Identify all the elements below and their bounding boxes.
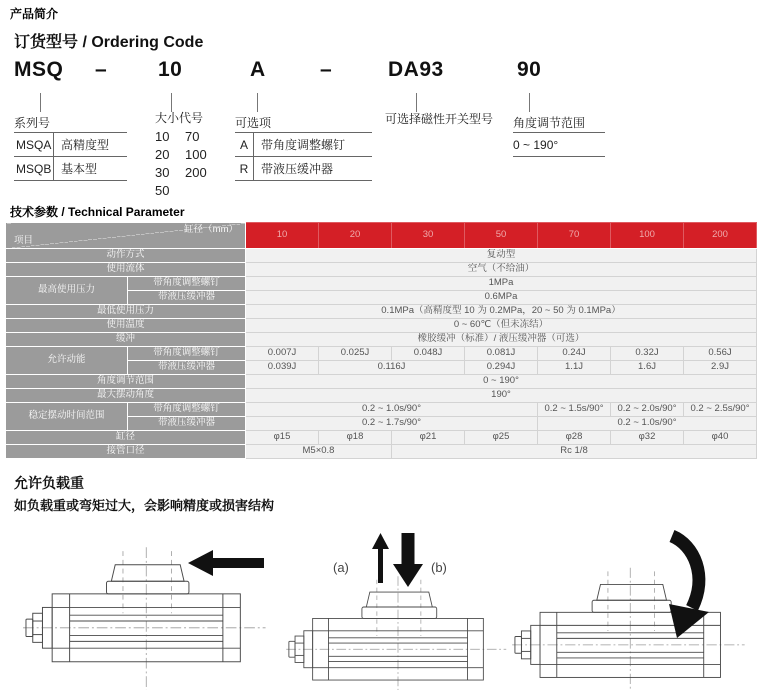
cylinder-diagram (286, 576, 506, 690)
table-cell: φ28 (538, 431, 611, 445)
code-connector-line (416, 93, 417, 112)
series-row (14, 133, 127, 157)
switch-label: 可选择磁性开关型号 (385, 112, 494, 126)
column-header-bore-100: 100 (611, 223, 684, 249)
table-cell: φ21 (392, 431, 465, 445)
section-title-ordering-code: 订货型号 / Ordering Code (14, 34, 204, 51)
column-header-bore-70: 70 (538, 223, 611, 249)
column-header-bore-20: 20 (319, 223, 392, 249)
option-code: R (235, 157, 254, 180)
code-part-angle: 90 (517, 58, 542, 81)
size-value (185, 182, 215, 200)
row-label: 缸径 (6, 431, 246, 445)
corner-label-item: 项目 (14, 234, 34, 246)
table-cell: φ40 (684, 431, 757, 445)
table-cell: 190° (246, 389, 757, 403)
code-dash-1: – (95, 58, 108, 81)
row-sub-label: 带液压缓冲器 (128, 361, 246, 375)
section-title-technical-parameter: 技术参数 / Technical Parameter (10, 205, 185, 219)
table-cell: M5×0.8 (246, 445, 392, 459)
option-row (235, 157, 372, 181)
cylinder-diagram (23, 547, 266, 690)
cylinder-diagram (512, 568, 745, 690)
size-pair (155, 128, 215, 146)
ordering-series-group (14, 116, 127, 181)
table-cell: 1.6J (611, 361, 684, 375)
table-cell: 0.2 ~ 1.0s/90° (538, 417, 757, 431)
diagram-vertical-load (285, 528, 510, 690)
table-cell: 0 ~ 60℃（但未冻结） (246, 319, 757, 333)
table-cell: 0.2 ~ 1.7s/90° (246, 417, 538, 431)
table-cell: 0.1MPa（高精度型 10 为 0.2MPa，20 ~ 50 为 0.1MPa） (246, 305, 757, 319)
row-group-label: 稳定摆动时间范围 (6, 403, 128, 431)
table-cell: 0.56J (684, 347, 757, 361)
size-pair (155, 164, 215, 182)
code-dash-2: – (320, 58, 333, 81)
table-cell: φ32 (611, 431, 684, 445)
moment-arrow-curved-icon (669, 536, 709, 638)
ordering-angle-group (513, 116, 605, 157)
row-label: 接管口径 (6, 445, 246, 459)
table-cell: 0.2 ~ 2.5s/90° (684, 403, 757, 417)
table-cell: 空气（不给油） (246, 263, 757, 277)
row-label: 动作方式 (6, 249, 246, 263)
row-sub-label: 带角度调整螺钉 (128, 347, 246, 361)
option-code: A (235, 133, 254, 156)
load-arrow-up-icon (372, 533, 389, 583)
table-row (6, 375, 757, 389)
table-row (6, 347, 757, 361)
load-arrow-down-icon (393, 533, 423, 587)
ordering-options-group (235, 116, 372, 181)
table-row (6, 263, 757, 277)
load-section-subtitle: 如负载重或弯矩过大，会影响精度或损害结构 (14, 498, 275, 513)
diagram-lateral-load (10, 545, 275, 690)
section-title-product-intro: 产品简介 (10, 7, 59, 21)
load-section-title: 允许负载重 (14, 475, 84, 491)
table-cell: 0.116J (319, 361, 465, 375)
code-connector-line (529, 93, 530, 112)
series-desc: 基本型 (61, 162, 98, 176)
table-cell: 0.081J (465, 347, 538, 361)
row-label: 角度调节范围 (6, 375, 246, 389)
table-row (6, 333, 757, 347)
code-part-switch: DA93 (388, 58, 444, 81)
column-header-bore-10: 10 (246, 223, 319, 249)
load-arrow-left-icon (188, 550, 264, 576)
size-value: 20 (155, 147, 170, 162)
code-connector-line (171, 93, 172, 112)
row-group-label: 最高使用压力 (6, 277, 128, 305)
table-cell: φ25 (465, 431, 538, 445)
table-cell: 0.6MPa (246, 291, 757, 305)
size-label: 大小代号 (155, 111, 204, 125)
angle-value: 0 ~ 190° (513, 133, 605, 157)
size-value: 10 (155, 129, 170, 144)
diagram-label-a: (a) (333, 560, 349, 575)
table-cell: 0.2 ~ 1.5s/90° (538, 403, 611, 417)
table-row (6, 319, 757, 333)
table-row (6, 445, 757, 459)
table-cell: φ18 (319, 431, 392, 445)
series-row (14, 157, 127, 181)
table-row (6, 277, 757, 291)
table-row (6, 389, 757, 403)
diagram-label-b: (b) (431, 560, 447, 575)
tech-table (5, 222, 757, 459)
row-label: 缓冲 (6, 333, 246, 347)
table-row (6, 403, 757, 417)
code-part-size: 10 (158, 58, 183, 81)
series-label: 系列号 (14, 116, 127, 133)
option-desc: 带液压缓冲器 (261, 162, 334, 176)
option-desc: 带角度调整螺钉 (261, 138, 346, 152)
table-cell: 0.2 ~ 1.0s/90° (246, 403, 538, 417)
size-value: 70 (185, 129, 200, 144)
table-row (6, 431, 757, 445)
table-cell: 橡胶缓冲（标准）/ 液压缓冲器（可选） (246, 333, 757, 347)
row-label: 最大摆动角度 (6, 389, 246, 403)
table-cell: Rc 1/8 (392, 445, 757, 459)
row-sub-label: 带角度调整螺钉 (128, 403, 246, 417)
ordering-size-group (155, 111, 215, 200)
table-cell: 1.1J (538, 361, 611, 375)
row-group-label: 允许动能 (6, 347, 128, 375)
series-code: MSQA (14, 133, 54, 156)
ordering-switch-group (385, 112, 493, 129)
table-row (6, 249, 757, 263)
code-part-option: A (250, 58, 266, 81)
table-cell: 0.048J (392, 347, 465, 361)
row-sub-label: 带液压缓冲器 (128, 291, 246, 305)
size-pair (155, 182, 215, 200)
options-label: 可选项 (235, 116, 372, 133)
table-cell: 0 ~ 190° (246, 375, 757, 389)
code-part-series: MSQ (14, 58, 64, 81)
row-label: 使用温度 (6, 319, 246, 333)
diagram-bending-moment (514, 528, 761, 690)
table-cell: 0.2 ~ 2.0s/90° (611, 403, 684, 417)
column-header-bore-50: 50 (465, 223, 538, 249)
table-cell: 复动型 (246, 249, 757, 263)
code-connector-line (40, 93, 41, 112)
table-cell: 2.9J (684, 361, 757, 375)
table-cell: 0.294J (465, 361, 538, 375)
size-value: 50 (155, 183, 170, 198)
table-cell: 0.007J (246, 347, 319, 361)
table-cell: φ15 (246, 431, 319, 445)
series-desc: 高精度型 (61, 138, 110, 152)
row-label: 使用流体 (6, 263, 246, 277)
table-cell: 0.24J (538, 347, 611, 361)
table-cell: 1MPa (246, 277, 757, 291)
size-value: 30 (155, 165, 170, 180)
size-value: 100 (185, 147, 207, 162)
column-header-bore-30: 30 (392, 223, 465, 249)
corner-label-bore: 缸径（mm） (184, 224, 238, 235)
row-label: 最低使用压力 (6, 305, 246, 319)
size-pair (155, 146, 215, 164)
table-cell: 0.039J (246, 361, 319, 375)
size-value: 200 (185, 165, 207, 180)
option-row (235, 133, 372, 157)
table-cell: 0.32J (611, 347, 684, 361)
row-sub-label: 带液压缓冲器 (128, 417, 246, 431)
table-row (6, 305, 757, 319)
table-cell: 0.025J (319, 347, 392, 361)
code-connector-line (257, 93, 258, 112)
column-header-bore-200: 200 (684, 223, 757, 249)
series-code: MSQB (14, 157, 54, 180)
table-corner-cell (6, 223, 246, 249)
angle-label: 角度调节范围 (513, 116, 605, 133)
row-sub-label: 带角度调整螺钉 (128, 277, 246, 291)
